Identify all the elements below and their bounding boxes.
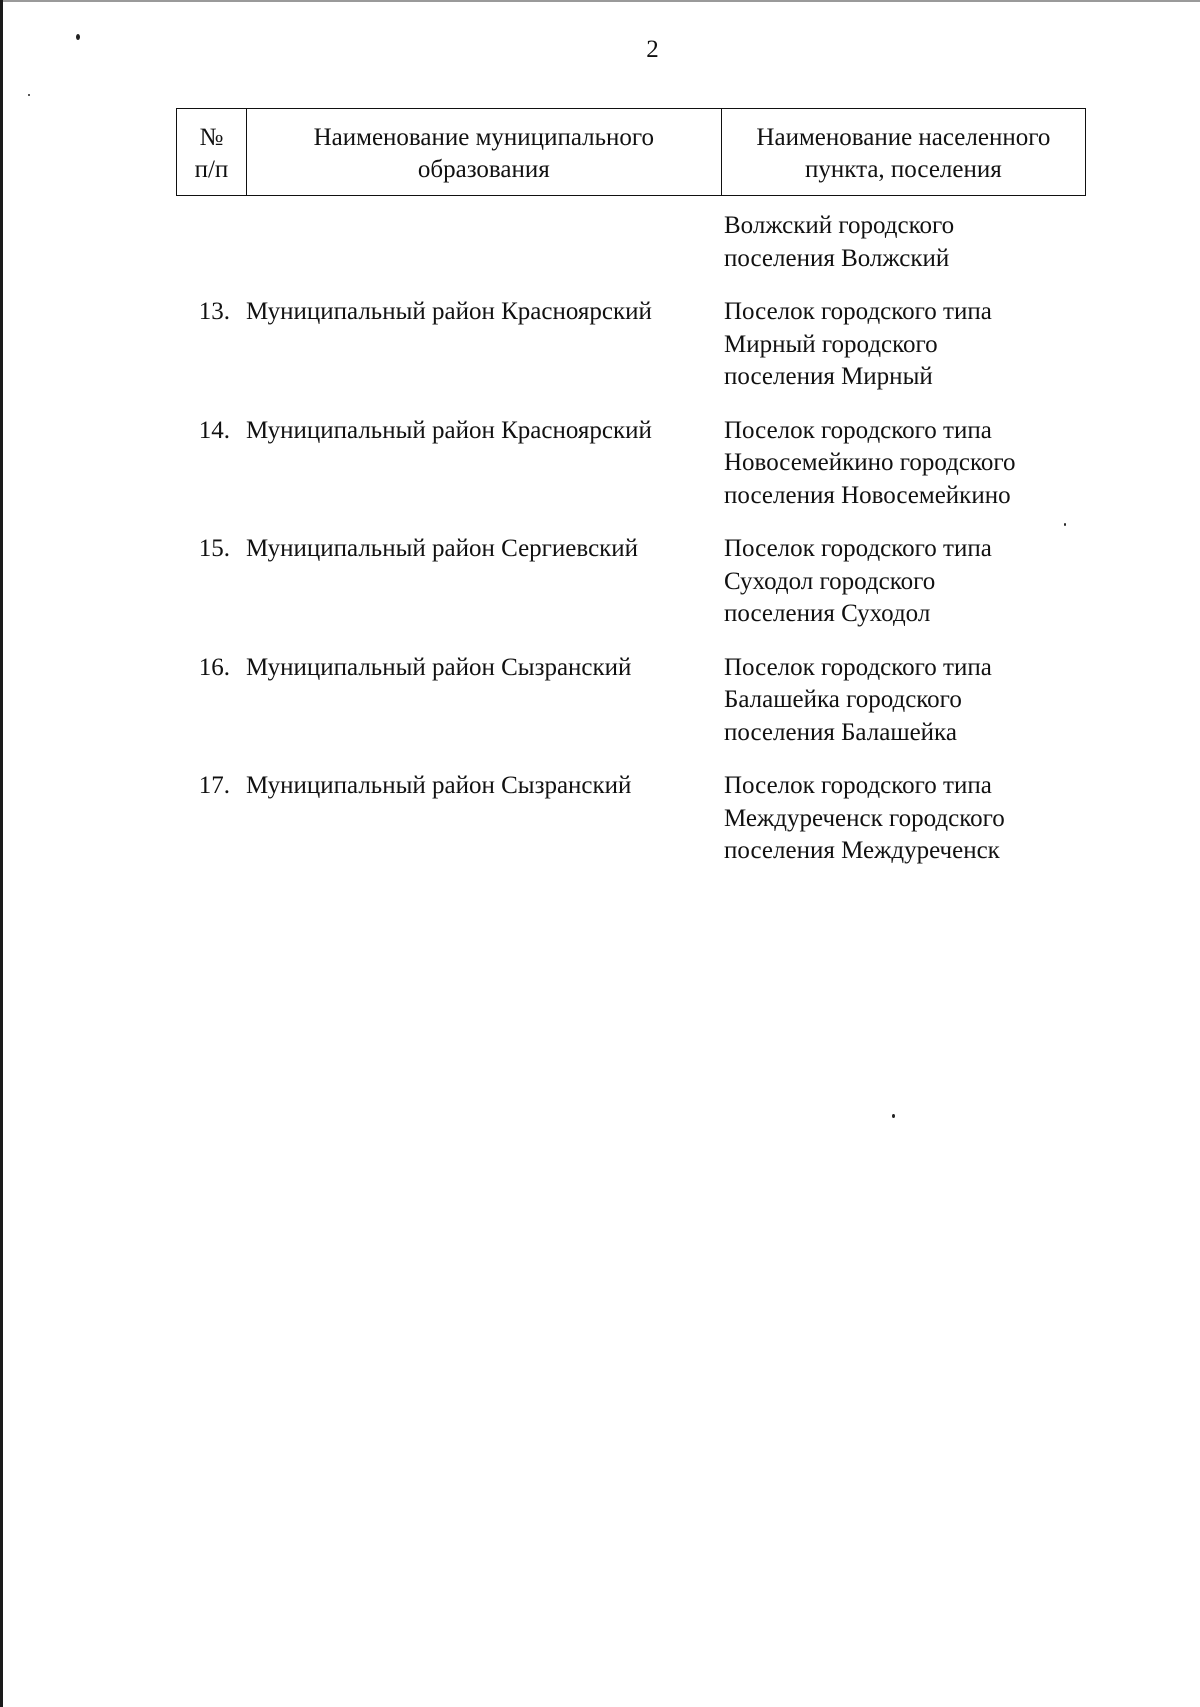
header-number-column (177, 109, 247, 195)
table-row (176, 296, 1086, 394)
settlement-line: поселения Новосемейкино (724, 481, 1011, 509)
row-number: 14. (198, 416, 230, 444)
row-settlement (722, 210, 1086, 275)
row-municipality: Муниципальный район Сызранский (246, 772, 632, 799)
header-text-line: п/п (194, 156, 229, 183)
row-number: 16. (198, 653, 230, 681)
settlement-line: Поселок городского типа (724, 298, 992, 325)
settlement-line: Новосемейкино городского (724, 449, 1016, 476)
settlement-line: Суходол городского (724, 567, 936, 595)
header-text-line: № (199, 124, 224, 151)
header-text-line: Наименование населенного (756, 124, 1051, 151)
table-row (176, 533, 1086, 631)
row-settlement (722, 770, 1086, 868)
header-text-line: Наименование муниципального (313, 124, 655, 151)
row-number: 15. (198, 535, 230, 562)
table-row (176, 770, 1086, 868)
settlement-line: поселения Балашейка (724, 718, 957, 746)
page-number: 2 (646, 36, 659, 63)
row-municipality (238, 210, 722, 275)
settlement-line: поселения Мирный (724, 363, 933, 390)
settlement-line: Мирный городского (724, 330, 938, 358)
settlement-line: Поселок городского типа (724, 772, 992, 799)
settlement-line: Междуреченск городского (724, 804, 1005, 832)
table-header (176, 108, 1086, 196)
row-number: 17. (198, 772, 230, 799)
header-text-line: пункта, поселения (805, 156, 1002, 183)
row-municipality: Муниципальный район Красноярский (246, 416, 652, 444)
table-row-continuation (176, 210, 1086, 275)
row-settlement (722, 415, 1086, 513)
settlement-line: поселения Волжский (724, 244, 950, 272)
settlement-line: Балашейка городского (724, 686, 962, 713)
row-number: 13. (198, 298, 230, 325)
table-body (176, 210, 1086, 868)
settlement-line: поселения Суходол (724, 600, 931, 627)
scan-speck (892, 1114, 895, 1118)
row-municipality: Муниципальный район Сергиевский (246, 535, 639, 562)
settlement-line: Поселок городского типа (724, 535, 992, 562)
table-row (176, 415, 1086, 513)
row-municipality: Муниципальный район Сызранский (246, 653, 632, 681)
table-row (176, 652, 1086, 750)
row-settlement (722, 652, 1086, 750)
row-municipality: Муниципальный район Красноярский (246, 298, 652, 325)
settlement-line: Поселок городского типа (724, 416, 992, 444)
scan-left-edge (0, 0, 3, 1707)
scan-speck (28, 94, 30, 96)
scan-top-edge (0, 0, 1200, 2)
row-settlement (722, 296, 1086, 394)
settlement-line: поселения Междуреченск (724, 837, 1000, 864)
header-settlement-column (722, 109, 1085, 195)
settlement-line: Волжский городского (724, 212, 955, 239)
row-settlement (722, 533, 1086, 631)
settlement-line: Поселок городского типа (724, 653, 992, 681)
row-number (176, 210, 238, 275)
header-text-line: образования (417, 156, 550, 183)
header-municipality-column (247, 109, 722, 195)
